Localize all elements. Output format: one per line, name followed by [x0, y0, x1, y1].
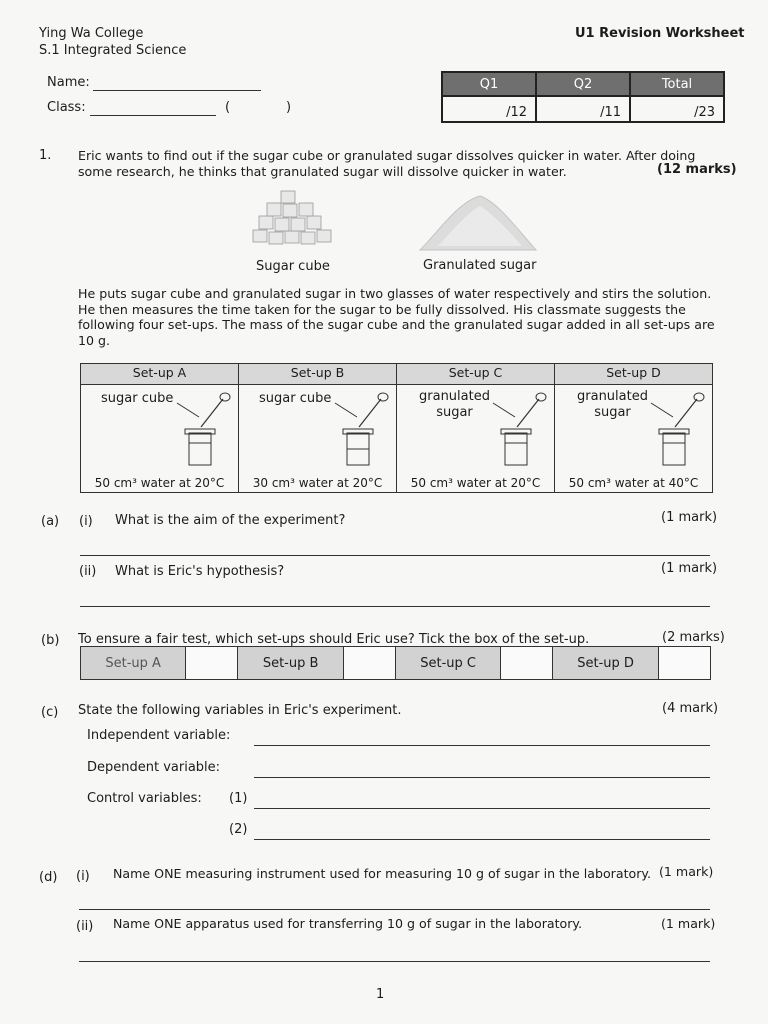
- worksheet-title: U1 Revision Worksheet: [575, 26, 745, 41]
- setup-c-sugar-line2: sugar: [436, 405, 473, 420]
- caption-granulated-sugar: Granulated sugar: [423, 258, 537, 273]
- q1-marks: (12 marks): [657, 162, 737, 177]
- setup-c-sugar-line1: granulated: [419, 389, 490, 404]
- sugar-cube-image: [245, 188, 340, 256]
- part-a-i-answer-line[interactable]: [80, 555, 710, 556]
- setup-d-sugar-line2: sugar: [594, 405, 631, 420]
- tick-box-setup-a[interactable]: [186, 647, 238, 680]
- q1-intro-line1: Eric wants to find out if the sugar cube or granulated sugar dissolves quicker in water. After doing: [78, 148, 696, 163]
- setup-d-water: 50 cm³ water at 40°C: [568, 476, 699, 490]
- setup-c-title: Set-up C: [397, 364, 555, 385]
- part-d-i-marks: (1 mark): [659, 864, 714, 879]
- q1-intro-line2: some research, he thinks that granulated sugar will dissolve quicker in water.: [78, 164, 567, 179]
- tick-box-setup-b[interactable]: [343, 647, 395, 680]
- setup-d-cell: [555, 385, 713, 493]
- setup-c-sugar: [419, 389, 490, 421]
- score-header-q2: Q2: [536, 72, 630, 96]
- class-number-close: ): [286, 100, 292, 115]
- part-d-ii-label: (ii): [76, 919, 94, 934]
- part-b-question: To ensure a fair test, which set-ups should Eric use? Tick the box of the set-up.: [78, 632, 590, 647]
- name-field[interactable]: [93, 90, 261, 91]
- tick-box-setup-c[interactable]: [501, 647, 553, 680]
- part-d-ii-question: Name ONE apparatus used for transferring 10 g of sugar in the laboratory.: [113, 916, 583, 931]
- class-label: Class:: [47, 100, 86, 115]
- part-a-i-marks: (1 mark): [661, 510, 718, 525]
- subject-name: S.1 Integrated Science: [39, 43, 187, 58]
- part-b-marks: (2 marks): [662, 630, 725, 645]
- score-value-q1[interactable]: /12: [442, 96, 536, 122]
- score-value-q2[interactable]: /11: [536, 96, 630, 122]
- control-variable-2-line[interactable]: [254, 839, 710, 840]
- score-header-total: Total: [630, 72, 724, 96]
- part-a-i-question: What is the aim of the experiment?: [115, 513, 346, 528]
- question-number: 1.: [39, 148, 52, 163]
- dependent-variable-label: Dependent variable:: [87, 760, 221, 775]
- part-a-ii-question: What is Eric's hypothesis?: [115, 564, 285, 579]
- score-header-q1: Q1: [442, 72, 536, 96]
- setup-a-cell: [81, 385, 239, 493]
- tick-setup-d-label: Set-up D: [553, 647, 658, 680]
- q1-para-line3: following four set-ups. The mass of the sugar cube and the granulated sugar added in all set-ups are: [78, 317, 715, 332]
- part-d-ii-marks: (1 mark): [661, 916, 716, 931]
- part-d-label: (d): [39, 870, 58, 885]
- part-c-question: State the following variables in Eric's experiment.: [78, 703, 402, 718]
- part-a-i-label: (i): [79, 514, 93, 529]
- part-b-label: (b): [41, 633, 60, 648]
- setup-c-cell: [397, 385, 555, 493]
- setup-a-glass-spoon-icon: [175, 391, 233, 471]
- setup-a-sugar: sugar cube: [101, 391, 174, 406]
- setup-b-glass-spoon-icon: [333, 391, 391, 471]
- setup-c-water: 50 cm³ water at 20°C: [410, 476, 541, 490]
- part-a-ii-label: (ii): [79, 564, 97, 579]
- part-c-label: (c): [41, 705, 59, 720]
- page-number: 1: [376, 987, 385, 1002]
- q1-para-line2: He then measures the time taken for the sugar to be fully dissolved. His classmate suggests the: [78, 302, 686, 317]
- tick-setup-c-label: Set-up C: [395, 647, 500, 680]
- tick-setup-b-label: Set-up B: [238, 647, 343, 680]
- setup-a-water: 50 cm³ water at 20°C: [94, 476, 225, 490]
- caption-sugar-cube: Sugar cube: [256, 259, 330, 274]
- q1-para-line4: 10 g.: [78, 333, 111, 348]
- setup-d-title: Set-up D: [555, 364, 713, 385]
- part-d-i-question: Name ONE measuring instrument used for measuring 10 g of sugar in the laboratory.: [113, 866, 652, 881]
- q1-para-line1: He puts sugar cube and granulated sugar in two glasses of water respectively and stirs the solution.: [78, 286, 712, 301]
- part-d-i-label: (i): [76, 869, 90, 884]
- setup-d-sugar: [577, 389, 648, 421]
- part-c-marks: (4 mark): [662, 701, 719, 716]
- name-label: Name:: [47, 75, 90, 90]
- part-d-i-answer-line[interactable]: [79, 909, 710, 910]
- independent-variable-line[interactable]: [254, 745, 710, 746]
- score-value-total[interactable]: /23: [630, 96, 724, 122]
- class-number-open: (: [225, 100, 231, 115]
- part-d-ii-answer-line[interactable]: [79, 961, 710, 962]
- setup-tick-table: [80, 646, 711, 680]
- control-variable-2-label: (2): [229, 822, 248, 837]
- dependent-variable-line[interactable]: [254, 777, 710, 778]
- setup-b-sugar: sugar cube: [259, 391, 332, 406]
- control-variables-label: Control variables:: [87, 791, 202, 806]
- setup-c-glass-spoon-icon: [491, 391, 549, 471]
- part-a-ii-answer-line[interactable]: [80, 606, 710, 607]
- part-a-ii-marks: (1 mark): [661, 561, 718, 576]
- tick-box-setup-d[interactable]: [658, 647, 710, 680]
- setup-b-cell: [239, 385, 397, 493]
- setup-a-title: Set-up A: [81, 364, 239, 385]
- score-table: [441, 71, 725, 123]
- school-name: Ying Wa College: [39, 26, 144, 41]
- tick-setup-a-label: Set-up A: [81, 647, 186, 680]
- control-variable-1-label: (1): [229, 791, 248, 806]
- setup-d-sugar-line1: granulated: [577, 389, 648, 404]
- setup-b-water: 30 cm³ water at 20°C: [252, 476, 383, 490]
- setup-table: [80, 363, 713, 493]
- independent-variable-label: Independent variable:: [87, 728, 231, 743]
- class-field[interactable]: [90, 115, 216, 116]
- setup-d-glass-spoon-icon: [649, 391, 707, 471]
- setup-b-title: Set-up B: [239, 364, 397, 385]
- part-a-label: (a): [41, 514, 60, 529]
- granulated-sugar-image: [418, 192, 538, 254]
- control-variable-1-line[interactable]: [254, 808, 710, 809]
